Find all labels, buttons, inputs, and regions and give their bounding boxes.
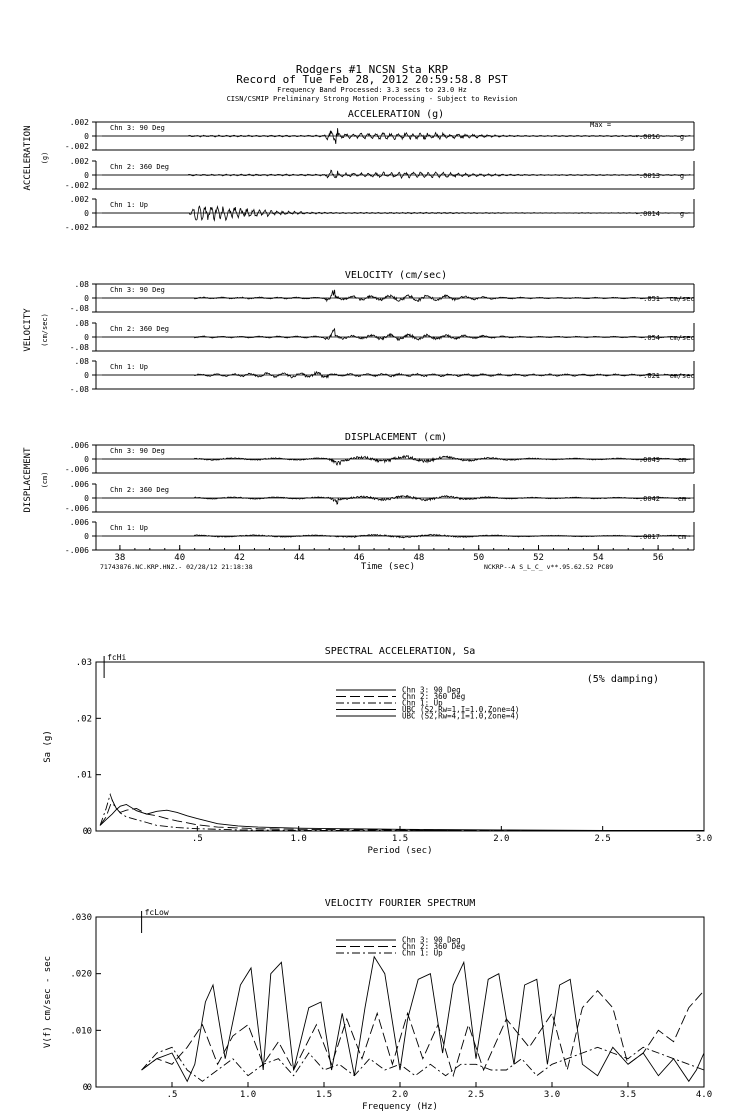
y-tick-label: 0 [84,532,89,541]
y-tick-label: .006 [69,441,89,450]
y-tick-label: .006 [69,518,89,527]
y-tick-label: .002 [69,118,89,127]
time-tick-label: 44 [293,553,305,563]
legend-label: UBC (S2,Rw=4,I=1.0,Zone=4) [402,711,520,721]
record-date: Record of Tue Feb 28, 2012 20:59:58.8 PST [236,73,508,86]
series-line-2 [142,1047,704,1081]
y-axis-label: Sa (g) [43,730,53,763]
y-tick-label: -.006 [64,546,89,555]
spectrum-chart-0 [43,646,712,856]
channel-max-unit: g [679,210,685,218]
y-tick-label: .08 [74,319,89,328]
y-tick-label: .002 [69,157,89,166]
y-tick-label: -.08 [69,385,89,394]
x-tick-label: 2.0 [493,834,510,844]
x-tick-label: 3.5 [619,1090,637,1100]
acceleration-title: ACCELERATION (g) [347,109,445,120]
y-tick-label: -.002 [64,223,89,232]
time-tick-label: 42 [234,553,245,563]
record-title: Rodgers #1 NCSN Sta KRP [295,63,449,76]
y-tick-label: .030 [70,913,92,923]
channel-max-value: -.0042 [634,495,660,503]
x-tick-label: 1.0 [239,1090,257,1100]
plot-frame [96,662,704,831]
dis-waveform [102,496,690,505]
vel-waveform [102,329,690,341]
corner-frequency-label: fcLow [144,908,169,917]
legend-label: Chn 2: 360 Deg [402,942,466,951]
legend-label: Chn 1: Up [402,698,443,708]
legend-label: Chn 3: 90 Deg [402,935,461,945]
seismogram-traces [65,118,695,563]
x-tick-label: .5 [191,834,203,844]
velocity-ylabel: VELOCITY [23,308,33,352]
x-tick-label: 3.0 [543,1090,561,1100]
channel-max-unit: cm/sec [669,295,695,303]
channel-max-value: -.0014 [634,210,660,218]
channel-label: Chn 3: 90 Deg [110,447,165,455]
channel-max-value: -.021 [638,372,660,380]
x-axis-label: Frequency (Hz) [362,1102,438,1112]
time-tick-label: 50 [473,553,485,563]
channel-max-value: .0013 [638,172,660,180]
frequency-band: Frequency Band Processed: 3.3 secs to 23.0 Hz [277,86,467,94]
time-tick-label: 40 [174,553,186,563]
channel-max-unit: g [679,172,685,180]
max-label: Max = [590,121,612,129]
dis-waveform [102,456,690,465]
time-tick-label: 46 [353,553,365,563]
channel-max-unit: cm/sec [669,334,695,342]
acc-panel [65,118,694,232]
legend-label: Chn 3: 90 Deg [402,685,461,695]
legend-label: UBC (S2,Rw=1,I=1.0,Zone=4) [402,705,520,714]
dis-panel [65,441,694,555]
channel-label: Chn 1: Up [110,201,148,209]
channel-label: Chn 2: 360 Deg [110,163,170,171]
velocity-title: VELOCITY (cm/sec) [344,270,448,281]
y-tick-label: 0 [86,1083,92,1093]
y-axis-label: V(f) cm/sec - sec [43,955,53,1049]
time-tick-label: 48 [413,553,425,563]
y-tick-label: .020 [70,969,92,980]
series-line-1 [142,991,704,1076]
x-origin-label: 0 [82,827,88,837]
station-code-footer: NCKRP--A S_L_C_ v**.95.62.52 PC89 [484,563,614,571]
channel-max-value: -.0049 [634,456,660,464]
y-tick-label: -.006 [64,504,89,513]
acceleration-ylabel: ACCELERATION [23,125,33,191]
acc-waveform [102,128,690,144]
chart-title: VELOCITY FOURIER SPECTRUM [324,898,476,909]
y-tick-label: 0 [84,132,89,141]
x-tick-label: 1.0 [290,834,307,844]
x-origin-label: 0 [82,1083,88,1093]
y-tick-label: -.08 [69,304,89,313]
record-id-footer: 71743876.NC.KRP.HNZ.- 02/28/12 21:18:38 [100,563,253,571]
acc-waveform [102,170,690,178]
spectra-charts [43,646,712,1112]
y-tick-label: .02 [75,714,92,725]
channel-label: Chn 2: 360 Deg [110,325,170,333]
channel-max-value: -.051 [638,295,660,303]
x-tick-label: 1.5 [391,834,409,844]
corner-frequency-label: fcHi [107,653,127,662]
x-tick-label: 4.0 [695,1090,713,1100]
channel-max-unit: cm/sec [669,372,695,380]
acceleration-unit: (g) [41,151,49,165]
channel-label: Chn 3: 90 Deg [110,124,165,132]
y-tick-label: 0 [84,371,89,380]
y-tick-label: 0 [86,827,92,837]
time-tick-label: 56 [652,553,664,563]
y-tick-label: 0 [84,455,89,464]
y-tick-label: .002 [69,195,89,204]
y-tick-label: -.006 [64,465,89,474]
channel-max-unit: g [679,133,685,141]
chart-title: SPECTRAL ACCELERATION, Sa [324,646,476,657]
time-tick-label: 38 [114,553,126,563]
channel-label: Chn 1: Up [110,363,148,371]
channel-label: Chn 1: Up [110,524,148,532]
y-tick-label: -.002 [64,181,89,190]
channel-max-unit: cm [677,456,687,464]
y-tick-label: .08 [74,280,89,289]
y-tick-label: 0 [84,209,89,218]
y-tick-label: 0 [84,494,89,503]
velocity-unit: (cm/sec) [41,313,49,347]
vel-waveform [102,372,690,378]
y-tick-label: -.08 [69,343,89,352]
channel-max-value: -.0016 [634,133,660,141]
displacement-ylabel: DISPLACEMENT [23,447,33,513]
channel-label: Chn 2: 360 Deg [110,486,170,494]
displacement-unit: (cm) [41,471,49,489]
vel-panel [70,280,695,394]
time-tick-label: 54 [592,553,604,563]
channel-max-unit: cm [677,495,687,503]
y-tick-label: -.002 [64,142,89,151]
vel-waveform [102,290,690,302]
x-tick-label: 2.5 [594,834,611,844]
y-tick-label: .08 [74,357,89,366]
legend-label: Chn 2: 360 Deg [402,692,466,701]
x-tick-label: 2.5 [467,1090,485,1100]
y-tick-label: 0 [84,333,89,342]
x-tick-label: .5 [166,1090,178,1100]
y-tick-label: .01 [75,770,92,781]
x-tick-label: 2.0 [391,1090,409,1100]
y-tick-label: .010 [70,1026,92,1037]
time-tick-label: 52 [533,553,544,563]
time-axis-label: Time (sec) [360,562,416,572]
x-tick-label: 3.0 [695,834,713,844]
channel-label: Chn 3: 90 Deg [110,286,165,294]
plot-frame [96,917,704,1087]
processing-disclaimer: CISN/CSMIP Preliminary Strong Motion Processing - Subject to Revision [226,95,518,103]
damping-note: (5% damping) [586,674,659,685]
displacement-title: DISPLACEMENT (cm) [344,432,448,443]
spectrum-chart-1 [43,898,712,1112]
legend-label: Chn 1: Up [402,948,443,958]
x-tick-label: 1.5 [315,1090,333,1100]
y-tick-label: 0 [84,171,89,180]
series-line-0 [100,805,704,831]
series-line-1 [100,800,704,830]
y-tick-label: 0 [84,294,89,303]
y-tick-label: .006 [69,480,89,489]
channel-max-unit: cm [677,533,687,541]
series-line-0 [142,957,704,1082]
channel-max-value: -.0017 [634,533,660,541]
x-axis-label: Period (sec) [367,846,433,856]
y-tick-label: .03 [75,658,92,668]
channel-max-value: .054 [643,334,660,342]
series-line-2 [100,794,704,831]
